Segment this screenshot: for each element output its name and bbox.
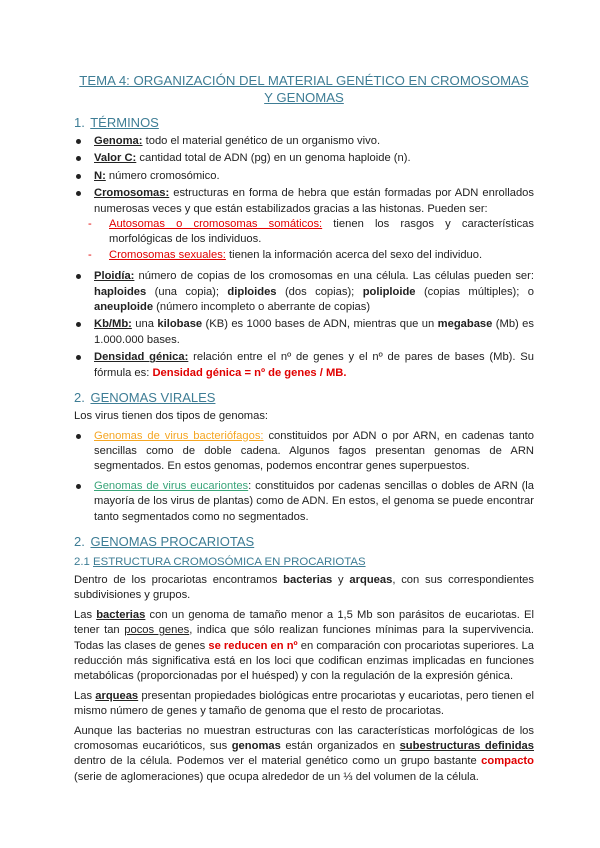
viral-list — [74, 429, 534, 525]
term-definition: (dos copias); — [276, 285, 363, 298]
term-definition: (una copia); — [146, 285, 228, 298]
paragraph-4 — [74, 724, 534, 786]
list-item-eucariontes — [74, 479, 534, 525]
subterm-definition: tienen la información acerca del sexo del individuo. — [225, 248, 483, 261]
section-heading-terminos — [74, 114, 534, 131]
term-definition: (copias múltiples); o — [415, 285, 535, 298]
keyword-reducen: se reducen en nº — [208, 639, 298, 652]
section-title: GENOMAS PROCARIOTAS — [90, 533, 255, 549]
keyword-aneuploide: aneuploide — [94, 301, 154, 314]
section-heading-genomas-procariotas — [74, 533, 534, 550]
keyword-diploides: diploides — [227, 285, 277, 298]
term-label: Genoma: — [94, 135, 143, 147]
section-intro: Los virus tienen dos tipos de genomas: — [74, 410, 269, 423]
text-run: y — [332, 573, 350, 586]
paragraph-1 — [74, 573, 534, 604]
paragraph-3 — [74, 689, 534, 720]
term-definition: cantidad total de ADN (pg) en un genoma haploide (n). — [136, 152, 411, 165]
term-label: Genomas de virus bacteriófagos: — [94, 429, 264, 442]
bullet-icon — [76, 191, 81, 196]
bullet-icon — [76, 174, 81, 179]
section-number: 2. — [74, 533, 85, 549]
list-item-kb-mb — [74, 317, 534, 348]
bullet-icon — [76, 434, 81, 439]
text-run: Aunque las bacterias no muestran estructuras con las características morfológicas de los cromosomas eucarióticos, sus — [74, 724, 534, 752]
section-title: TÉRMINOS — [90, 115, 159, 130]
list-item-n — [74, 169, 534, 184]
section-number: 1. — [74, 115, 85, 130]
text-run: dentro de la célula. Podemos ver el material genético como un grupo bastante — [74, 755, 482, 768]
term-definition: constituidos por ADN o por ARN, en cadenas tanto sencillas como de doble cadena. Algunos fagos presentan genomas de ARN segmentados. En estos genomas, podemos encontrar genes superpuestos. — [94, 429, 534, 473]
sublist-item-sexuales — [74, 248, 534, 263]
text-run: , con sus correspondientes subdivisiones y grupos. — [74, 573, 534, 602]
dash-marker: - — [88, 248, 92, 261]
sublist-item-autosomas — [74, 217, 534, 248]
keyword-compacto: compacto — [481, 755, 534, 768]
sublist — [74, 217, 534, 263]
keyword-bacterias: bacterias — [96, 608, 146, 621]
subterm-label: Cromosomas sexuales: — [109, 248, 226, 261]
term-label: Genomas de virus eucariontes — [94, 479, 249, 492]
text-run: presentan propiedades biológicas entre procariotas y eucariotas, pero tienen el mismo número de genes y tamaño de genoma que el resto de procariotas. — [74, 689, 534, 718]
subsection-number: 2.1 — [74, 555, 90, 568]
keyword-kilobase: kilobase — [157, 318, 203, 331]
section-number: 2. — [74, 390, 85, 406]
section-heading-genomas-virales — [74, 389, 534, 406]
subterm-definition: tienen los rasgos y características morfológicas de los individuos. — [109, 218, 534, 246]
text-run: Dentro de los procariotas encontramos — [74, 573, 284, 586]
list-item-valor-c — [74, 151, 534, 166]
term-definition: una — [131, 318, 158, 331]
paragraph-2 — [74, 608, 534, 685]
term-definition: (Mb) es 1.000.000 bases. — [94, 318, 534, 346]
bullet-icon — [76, 274, 81, 279]
document-page — [74, 72, 534, 789]
term-label: Kb/Mb: — [94, 318, 132, 331]
list-item-ploidia — [74, 269, 534, 315]
text-run: Las — [74, 608, 97, 621]
dash-marker: - — [88, 218, 92, 231]
list-item-cromosomas — [74, 186, 534, 263]
text-run: están organizados en — [280, 740, 400, 752]
term-label: Valor C: — [94, 152, 137, 165]
term-label: Densidad génica: — [94, 351, 189, 364]
term-definition: número cromosómico. — [105, 169, 220, 182]
term-definition: número de copias de los cromosomas en una célula. Las células pueden ser: — [134, 270, 534, 283]
section-title: GENOMAS VIRALES — [90, 390, 216, 406]
term-label: Cromosomas: — [94, 187, 170, 200]
keyword-genomas: genomas — [231, 740, 281, 752]
bullet-icon — [76, 139, 81, 144]
term-definition: (KB) es 1000 bases de ADN, mientras que un — [202, 318, 438, 331]
keyword-subestructuras: subestructuras definidas — [399, 740, 535, 752]
list-item-bacteriofagos — [74, 429, 534, 475]
text-run: Las — [74, 689, 96, 702]
keyword-haploides: haploides — [94, 285, 147, 298]
text-run: con un genoma de tamaño menor a 1,5 Mb son parásitos de eucariotas. El tener tan — [74, 608, 534, 637]
formula-densidad: Densidad génica = nº de genes / MB. — [152, 366, 347, 379]
terms-list — [74, 134, 534, 381]
keyword-pocos-genes: pocos genes — [124, 624, 190, 637]
bullet-icon — [76, 484, 81, 489]
text-run: (serie de aglomeraciones) que ocupa alrededor de un ⅓ del volumen de la célula. — [74, 770, 479, 783]
subterm-label: Autosomas o cromosomas somáticos: — [109, 218, 323, 231]
bullet-icon — [76, 322, 81, 327]
bullet-icon — [76, 156, 81, 161]
term-definition: todo el material genético de un organismo vivo. — [142, 135, 381, 147]
bullet-icon — [76, 355, 81, 360]
term-definition: (número incompleto o aberrante de copias) — [153, 301, 371, 314]
keyword-megabase: megabase — [437, 318, 493, 331]
subsection-title: ESTRUCTURA CROMOSÓMICA EN PROCARIOTAS — [93, 555, 366, 568]
list-item-genoma — [74, 134, 534, 149]
term-label: N: — [94, 169, 106, 182]
keyword-poliploide: poliploide — [362, 285, 416, 298]
term-label: Ploidía: — [94, 270, 135, 283]
subsection-heading — [74, 555, 534, 570]
term-definition: relación entre el nº de genes y el nº de pares de bases (Mb). Su fórmula es: — [94, 351, 534, 379]
term-definition: estructuras en forma de hebra que están formadas por ADN enrollados numerosas veces y que están estabilizados gracias a las histonas. Pueden ser: — [94, 187, 534, 215]
keyword-arqueas: arqueas — [349, 573, 393, 586]
text-run: , indica que sólo realizan funciones mínimas para la supervivencia. Todas las clases de genes — [74, 624, 534, 652]
text-run: en comparación con procariotas superiores. La reducción más significativa está en los loci que codifican enzimas implicadas en funciones metabólicas (proporcionadas por el huésped) y con la regulación de la expresión génica. — [74, 639, 534, 683]
list-item-densidad — [74, 350, 534, 381]
document-title: TEMA 4: ORGANIZACIÓN DEL MATERIAL GENÉTICO EN CROMOSOMAS Y GENOMAS — [79, 73, 529, 105]
keyword-bacterias: bacterias — [283, 573, 333, 586]
keyword-arqueas: arqueas — [95, 689, 139, 702]
term-definition: : constituidos por cadenas sencillas o dobles de ARN (la mayoría de los virus de plantas) como de ADN. En estos, el genoma se puede encontrar tanto segmentados como no segmentados. — [94, 479, 534, 523]
